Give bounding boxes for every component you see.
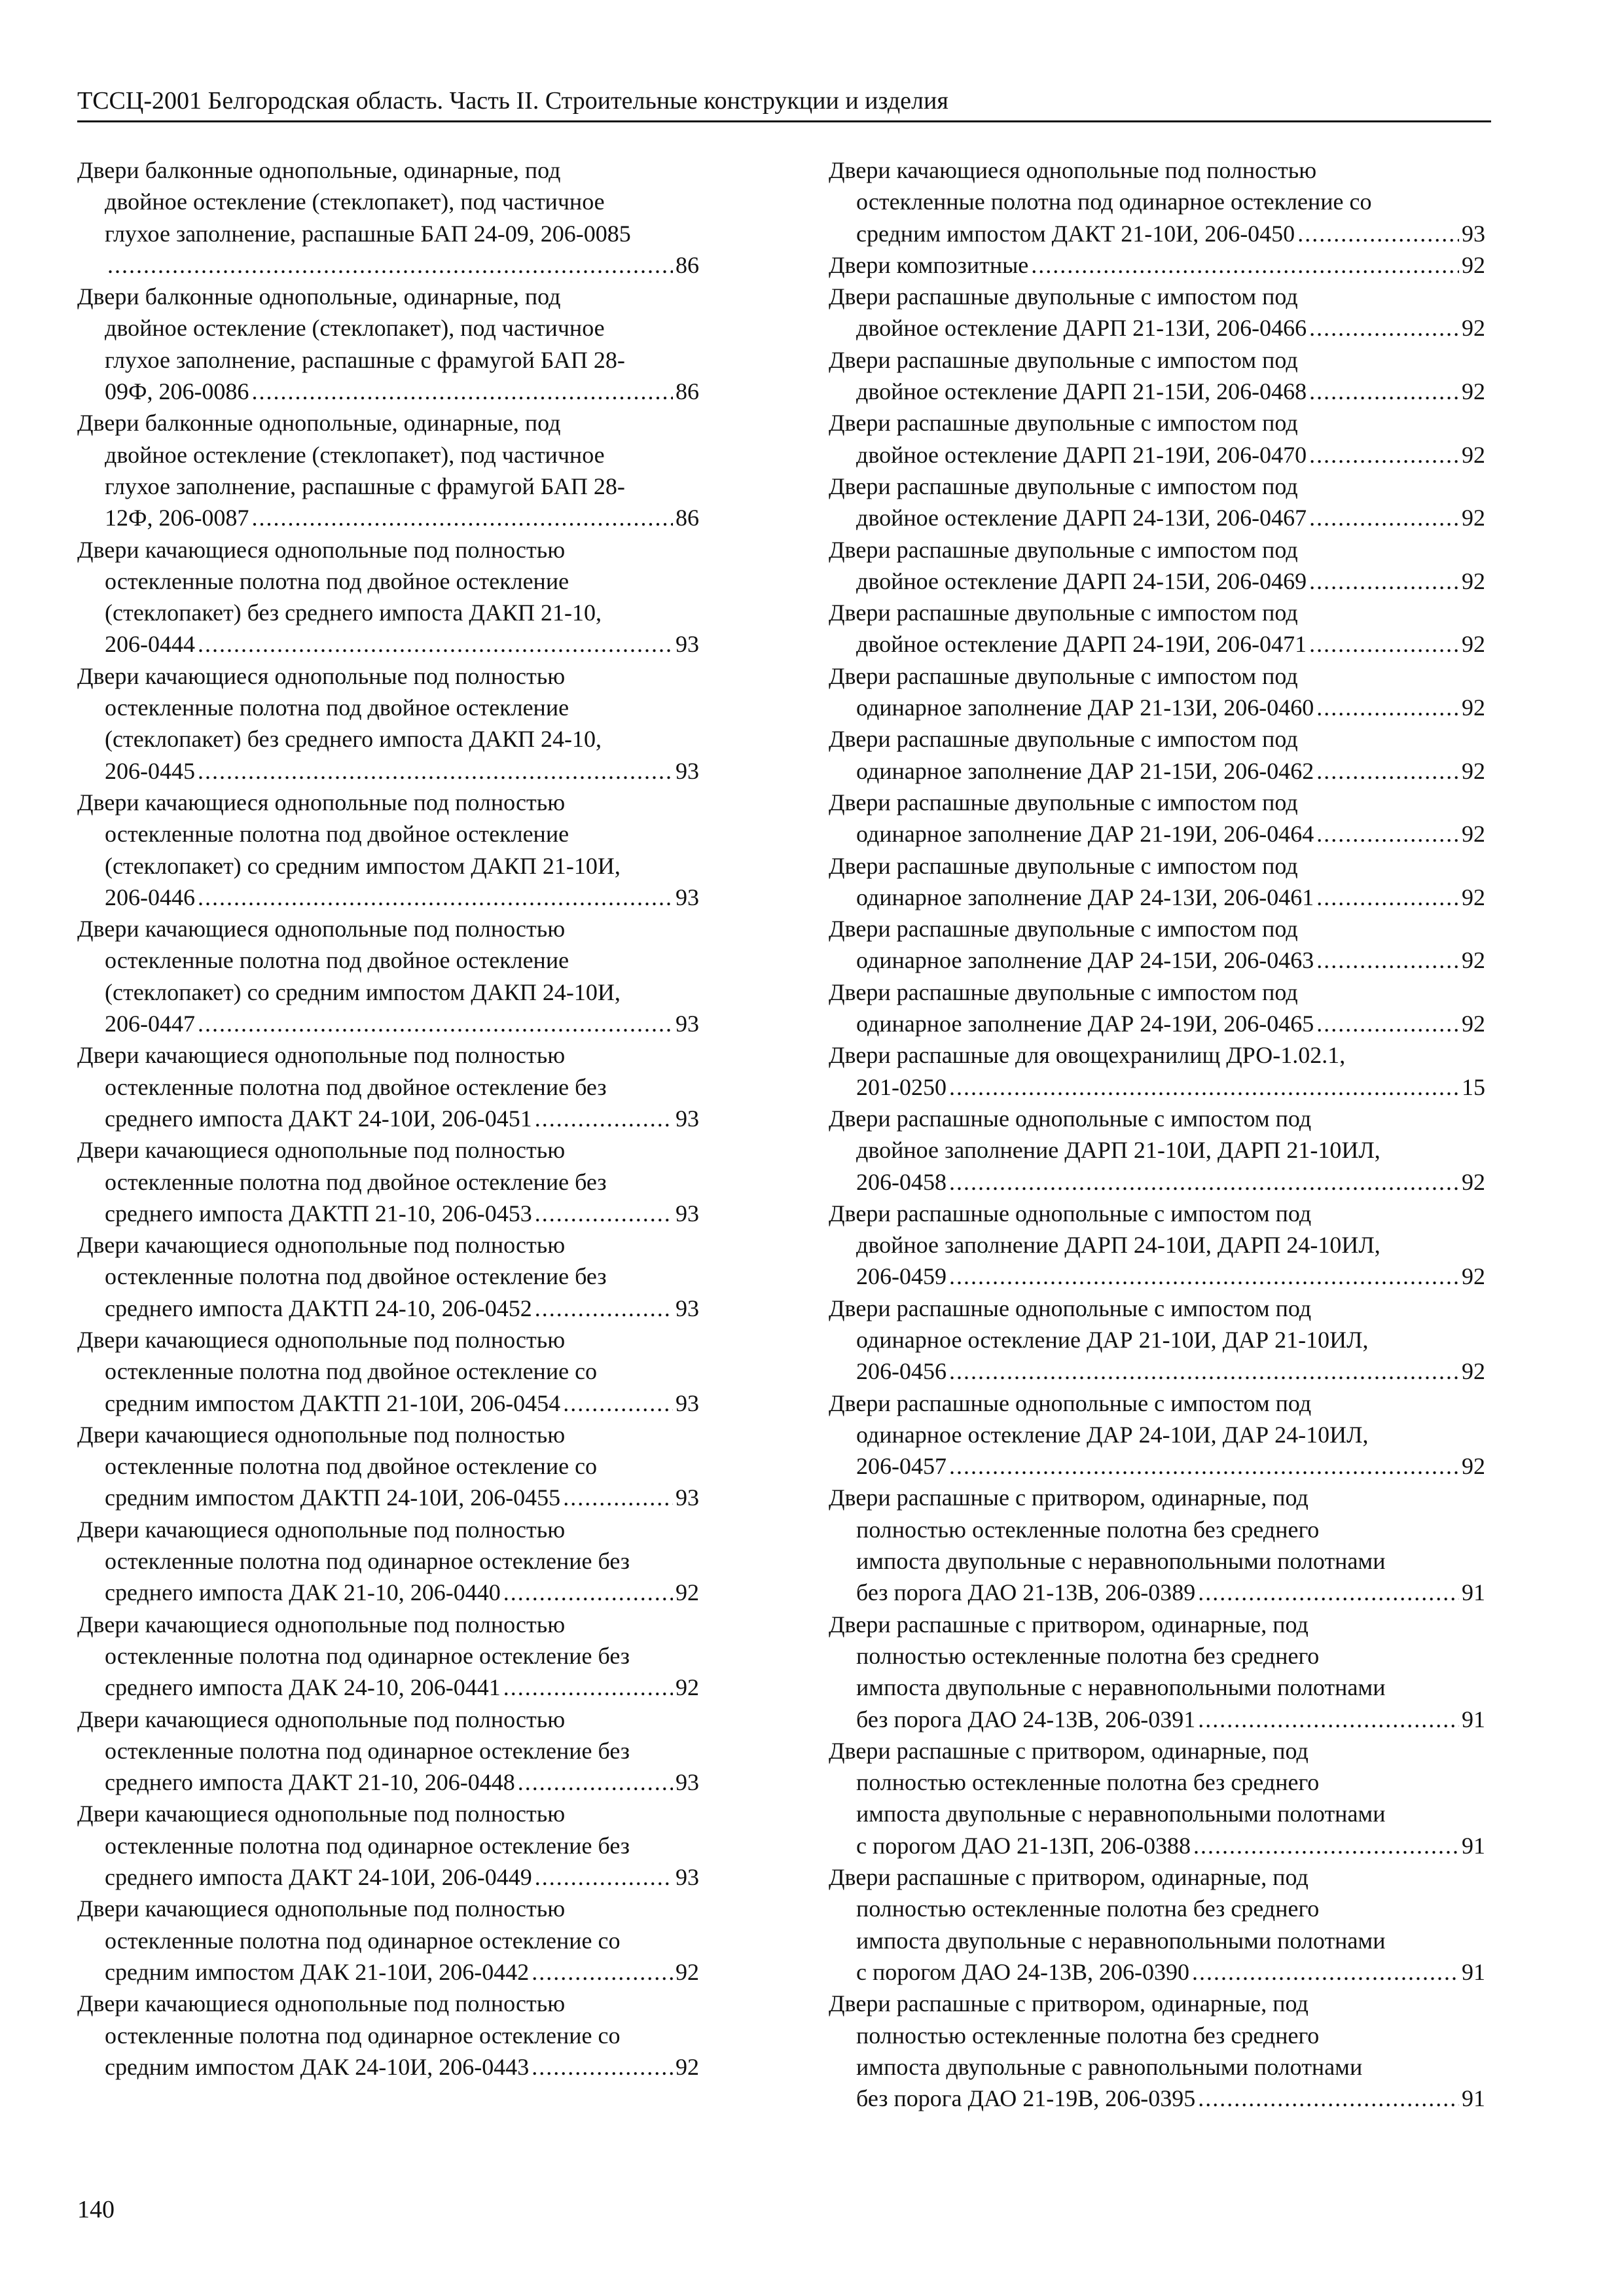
dot-leader (1309, 376, 1459, 407)
index-entry-last-line: без порога ДАО 21-19В, 206-0395 (856, 2085, 1196, 2112)
page-reference: 92 (1462, 631, 1485, 658)
dot-leader (532, 2051, 673, 2083)
index-entry-line: полностью остекленные полотна без среднего (856, 1642, 1320, 1669)
index-entry (77, 1134, 699, 1229)
index-entry-line: Двери распашные двупольные с импостом под (829, 600, 1298, 626)
index-entry-line: Двери распашные двупольные с импостом под (829, 662, 1298, 689)
dot-leader (1309, 502, 1459, 533)
index-entry-last-line: двойное остекление ДАРП 21-15И, 206-0468 (856, 378, 1307, 405)
index-entry (829, 407, 1485, 471)
dot-leader (1316, 944, 1459, 976)
index-entry-last-line: двойное остекление ДАРП 24-13И, 206-0467 (856, 505, 1307, 531)
index-entry-line: двойное остекление (стеклопакет), под частичное (105, 188, 605, 215)
index-entry-line: глухое заполнение, распашные с фрамугой БАП 28- (105, 346, 625, 373)
index-entry-line: Двери качающиеся однопольные под полностью (77, 1990, 566, 2017)
dot-leader (535, 1198, 673, 1229)
index-entry-last-line: двойное остекление ДАРП 21-19И, 206-0470 (856, 441, 1307, 468)
index-entry-line: (стеклопакет) без среднего импоста ДАКП 21-10, (105, 600, 602, 626)
index-entry-last-line: среднего импоста ДАКТ 24-10И, 206-0451 (105, 1105, 532, 1132)
index-entry-line: Двери распашные однопольные с импостом под (829, 1200, 1312, 1227)
index-entry-line: полностью остекленные полотна без среднего (856, 1769, 1320, 1796)
index-entry-line: Двери распашные с притвором, одинарные, под (829, 1484, 1308, 1511)
index-entry-line: (стеклопакет) со средним импостом ДАКП 21-10И, (105, 852, 621, 879)
index-entry-line: Двери качающиеся однопольные под полностью (77, 1137, 566, 1164)
index-entry-line: остекленные полотна под двойное остекление (105, 694, 569, 721)
index-entry-line: Двери распашные с притвором, одинарные, под (829, 1611, 1308, 1638)
index-entry (77, 1798, 699, 1893)
index-entry-last-line: 12Ф, 206-0087 (105, 505, 249, 531)
index-entry-line: Двери распашные двупольные с импостом под (829, 346, 1298, 373)
index-entry-line: остекленные полотна под одинарное остекление без (105, 1642, 630, 1669)
index-entry-last-line: среднего импоста ДАКТ 24-10И, 206-0449 (105, 1864, 532, 1891)
index-entry (77, 1419, 699, 1514)
page-reference: 92 (1462, 251, 1485, 278)
index-entry-last-line: двойное остекление ДАРП 24-15И, 206-0469 (856, 567, 1307, 594)
page-reference: 92 (676, 1958, 699, 1985)
index-entry-last-line: с порогом ДАО 21-13П, 206-0388 (856, 1832, 1191, 1859)
page-reference: 91 (1462, 1706, 1485, 1732)
page-reference: 91 (1462, 2085, 1485, 2112)
dot-leader (1309, 312, 1459, 344)
index-entry-line: одинарное остекление ДАР 21-10И, ДАР 21-10ИЛ, (856, 1326, 1369, 1353)
dot-leader (198, 755, 673, 787)
index-entry-line: остекленные полотна под двойное остекление без (105, 1073, 607, 1100)
index-entry-last-line: с порогом ДАО 24-13В, 206-0390 (856, 1958, 1189, 1985)
index-entry-last-line: одинарное заполнение ДАР 21-15И, 206-0462 (856, 757, 1314, 784)
index-entry-line: двойное остекление (стеклопакет), под частичное (105, 441, 605, 468)
index-entry (77, 407, 699, 533)
index-entry-line: Двери качающиеся однопольные под полностью (77, 1611, 566, 1638)
dot-leader (1316, 818, 1459, 850)
index-entry-last-line: 206-0446 (105, 884, 195, 910)
index-entry (77, 660, 699, 787)
index-entry-last-line: средним импостом ДАК 24-10И, 206-0443 (105, 2053, 530, 2080)
index-entry-line: Двери качающиеся однопольные под полностью (77, 1042, 566, 1069)
index-entry (829, 850, 1485, 914)
index-entry (829, 1388, 1485, 1482)
page-reference: 92 (676, 1674, 699, 1701)
index-entry-line: остекленные полотна под одинарное остекление без (105, 1737, 630, 1764)
index-column-left (77, 154, 699, 2083)
index-entry (829, 977, 1485, 1040)
index-entry-line: Двери распашные двупольные с импостом под (829, 789, 1298, 816)
index-entry-line: импоста двупольные с неравнопольными полотнами (856, 1674, 1386, 1701)
index-entry-line: Двери распашные двупольные с импостом под (829, 916, 1298, 942)
dot-leader (1198, 1704, 1459, 1735)
index-entry-line: Двери качающиеся однопольные под полностью (77, 1232, 566, 1259)
index-entry-line: Двери качающиеся однопольные под полностью (77, 1801, 566, 1827)
index-entry (829, 723, 1485, 787)
dot-leader (1198, 1577, 1459, 1608)
index-entry-line: Двери распашные двупольные с импостом под (829, 726, 1298, 753)
page-reference: 92 (1462, 1168, 1485, 1195)
dot-leader (949, 1166, 1459, 1198)
index-entry-last-line: 206-0445 (105, 757, 195, 784)
page-reference: 93 (676, 1105, 699, 1132)
index-entry-line: Двери распашные для овощехранилищ ДРО-1.02.1, (829, 1042, 1346, 1069)
dot-leader (949, 1450, 1459, 1482)
index-entry (77, 1988, 699, 2083)
index-entry (829, 1609, 1485, 1735)
index-entry-line: полностью остекленные полотна без среднего (856, 2022, 1320, 2049)
index-entry-line: Двери распашные двупольные с импостом под (829, 410, 1298, 437)
index-entry-last-line: одинарное заполнение ДАР 24-19И, 206-0465 (856, 1011, 1314, 1037)
index-entry-line: Двери распашные двупольные с импостом под (829, 283, 1298, 310)
dot-leader (532, 1956, 673, 1988)
index-entry-last-line: 201-0250 (856, 1073, 947, 1100)
page-reference: 92 (1462, 821, 1485, 848)
page-reference: 93 (676, 1200, 699, 1227)
index-entry-line: импоста двупольные с неравнопольными полотнами (856, 1548, 1386, 1575)
index-entry-line: остекленные полотна под двойное остекление со (105, 1453, 598, 1480)
dot-leader (1309, 565, 1459, 597)
dot-leader (949, 1071, 1459, 1103)
dot-leader (563, 1482, 673, 1513)
index-entry (77, 1893, 699, 1988)
index-entry-line: остекленные полотна под двойное остекление (105, 947, 569, 974)
dot-leader (1316, 755, 1459, 787)
index-entry (77, 913, 699, 1039)
index-entry-line: Двери качающиеся однопольные под полностью (77, 1516, 566, 1543)
dot-leader (1031, 249, 1459, 281)
index-entry-last-line: одинарное заполнение ДАР 24-13И, 206-0461 (856, 884, 1314, 910)
index-entry-line: (стеклопакет) со средним импостом ДАКП 24-10И, (105, 978, 621, 1005)
index-entry-last-line: одинарное заполнение ДАР 21-13И, 206-0460 (856, 694, 1314, 721)
index-entry-line: Двери распашные двупольные с импостом под (829, 536, 1298, 563)
dot-leader (251, 376, 673, 407)
page-reference: 91 (1462, 1579, 1485, 1606)
dot-leader (1198, 2083, 1459, 2114)
dot-leader (535, 1103, 673, 1134)
page-reference: 92 (1462, 378, 1485, 405)
index-entry (829, 1198, 1485, 1293)
dot-leader (251, 502, 673, 533)
index-entry-line: двойное остекление (стеклопакет), под частичное (105, 315, 605, 342)
page-reference: 91 (1462, 1832, 1485, 1859)
page-reference: 92 (1462, 757, 1485, 784)
index-entry-line: Двери качающиеся однопольные под полностью (77, 1326, 566, 1353)
index-entry-last-line: средним импостом ДАКТ 21-10И, 206-0450 (856, 220, 1295, 247)
index-entry-line: остекленные полотна под одинарное остекление без (105, 1548, 630, 1575)
index-entry (829, 1861, 1485, 1988)
dot-leader (1309, 628, 1459, 660)
page-reference: 92 (1462, 315, 1485, 342)
page-reference: 92 (1462, 567, 1485, 594)
page-reference: 93 (676, 1011, 699, 1037)
index-entry-line: Двери распашные двупольные с импостом под (829, 473, 1298, 499)
index-entry-last-line: средним импостом ДАКТП 24-10И, 206-0455 (105, 1484, 561, 1511)
index-entry-last-line: без порога ДАО 21-13В, 206-0389 (856, 1579, 1196, 1606)
index-entry-line: Двери распашные однопольные с импостом под (829, 1295, 1312, 1321)
index-entry (77, 1514, 699, 1609)
index-entry-line: Двери распашные двупольные с импостом под (829, 852, 1298, 879)
index-entry (829, 597, 1485, 660)
index-entry (829, 787, 1485, 850)
dot-leader (535, 1293, 673, 1324)
index-entry (829, 1988, 1485, 2114)
index-entry-line: Двери качающиеся однопольные под полностью (829, 157, 1317, 183)
dot-leader (1316, 1008, 1459, 1039)
index-entry (829, 281, 1485, 344)
index-entry-line: импоста двупольные с равнопольными полотнами (856, 2053, 1363, 2080)
index-entry-line: Двери балконные однопольные, одинарные, под (77, 157, 561, 183)
index-entry-line: Двери качающиеся однопольные под полностью (77, 789, 566, 816)
index-entry-line: остекленные полотна под двойное остекление (105, 821, 569, 848)
index-entry-last-line: двойное остекление ДАРП 24-19И, 206-0471 (856, 631, 1307, 658)
index-entry (829, 1293, 1485, 1388)
dot-leader (1193, 1830, 1459, 1861)
page-reference: 92 (676, 1579, 699, 1606)
index-entry-line: остекленные полотна под двойное остекление со (105, 1358, 598, 1385)
page-number: 140 (77, 2196, 115, 2223)
index-entry-last-line: 206-0444 (105, 631, 195, 658)
index-entry-line: остекленные полотна под одинарное остекление со (105, 2022, 621, 2049)
page-reference: 92 (1462, 505, 1485, 531)
index-entry-last-line: 206-0457 (856, 1453, 947, 1480)
index-entry-line: Двери распашные с притвором, одинарные, под (829, 1990, 1308, 2017)
page-reference: 93 (1462, 220, 1485, 247)
index-entry (829, 249, 1485, 281)
index-entry-line: двойное заполнение ДАРП 21-10И, ДАРП 21-10ИЛ, (856, 1137, 1380, 1164)
index-entry (77, 1039, 699, 1134)
index-entry-line: остекленные полотна под двойное остекление без (105, 1168, 607, 1195)
page-reference: 86 (676, 505, 699, 531)
index-entry-last-line: 09Ф, 206-0086 (105, 378, 249, 405)
index-entry (829, 1039, 1485, 1103)
index-entry-line: остекленные полотна под одинарное остекление со (105, 1927, 621, 1954)
index-entry (77, 1609, 699, 1704)
index-entry-line: полностью остекленные полотна без среднего (856, 1895, 1320, 1922)
index-entry-last-line: Двери композитные (829, 251, 1029, 278)
dot-leader (1309, 439, 1459, 471)
index-entry-last-line: 206-0459 (856, 1263, 947, 1290)
index-entry-last-line: 206-0447 (105, 1011, 195, 1037)
index-entry (829, 154, 1485, 249)
page-reference: 92 (1462, 1263, 1485, 1290)
page-reference: 92 (1462, 694, 1485, 721)
index-entry-last-line: 206-0456 (856, 1358, 947, 1385)
index-entry-last-line: одинарное заполнение ДАР 24-15И, 206-0463 (856, 947, 1314, 974)
index-entry-line: глухое заполнение, распашные БАП 24-09, 206-0085 (105, 220, 631, 247)
index-entry (77, 1229, 699, 1324)
index-entry (829, 913, 1485, 977)
dot-leader (518, 1767, 673, 1798)
index-entry-line: двойное заполнение ДАРП 24-10И, ДАРП 24-10ИЛ, (856, 1232, 1380, 1259)
index-entry (829, 1103, 1485, 1198)
index-entry-line: Двери распашные двупольные с импостом под (829, 978, 1298, 1005)
page-header: ТССЦ-2001 Белгородская область. Часть II. Строительные конструкции и изделия (77, 84, 1491, 122)
index-entry-last-line: без порога ДАО 24-13В, 206-0391 (856, 1706, 1196, 1732)
index-entry-line: Двери качающиеся однопольные под полностью (77, 1895, 566, 1922)
page-reference: 86 (676, 251, 699, 278)
index-entry-last-line: двойное остекление ДАРП 21-13И, 206-0466 (856, 315, 1307, 342)
index-entry-line: Двери распашные с притвором, одинарные, под (829, 1737, 1308, 1764)
page-reference: 92 (1462, 1011, 1485, 1037)
dot-leader (198, 1008, 673, 1039)
page-reference: 92 (1462, 884, 1485, 910)
index-entry (77, 1704, 699, 1799)
index-entry (77, 787, 699, 913)
index-entry-line: остекленные полотна под одинарное остекление со (856, 188, 1372, 215)
dot-leader (563, 1388, 673, 1419)
page-reference: 93 (676, 884, 699, 910)
dot-leader (198, 882, 673, 913)
index-entry-last-line: средним импостом ДАКТП 21-10И, 206-0454 (105, 1390, 561, 1416)
index-entry-line: Двери качающиеся однопольные под полностью (77, 916, 566, 942)
index-entry-line: одинарное остекление ДАР 24-10И, ДАР 24-10ИЛ, (856, 1421, 1369, 1448)
dot-leader (535, 1861, 673, 1893)
index-entry-line: Двери распашные с притвором, одинарные, под (829, 1864, 1308, 1891)
index-entry (829, 1735, 1485, 1861)
index-entry-line: импоста двупольные с неравнопольными полотнами (856, 1801, 1386, 1827)
dot-leader (107, 249, 673, 281)
page-reference: 15 (1462, 1073, 1485, 1100)
index-entry (77, 534, 699, 660)
index-entry-line: остекленные полотна под двойное остекление без (105, 1263, 607, 1290)
index-entry-last-line: среднего импоста ДАКТП 21-10, 206-0453 (105, 1200, 532, 1227)
index-entry (77, 1324, 699, 1419)
dot-leader (503, 1672, 673, 1703)
index-entry (829, 471, 1485, 534)
index-entry-line: остекленные полотна под двойное остекление (105, 567, 569, 594)
page-reference: 93 (676, 1295, 699, 1321)
index-entry (829, 660, 1485, 724)
index-entry-line: Двери качающиеся однопольные под полностью (77, 1706, 566, 1732)
index-entry-last-line: среднего импоста ДАК 21-10, 206-0440 (105, 1579, 501, 1606)
page-reference: 92 (1462, 947, 1485, 974)
page-reference: 93 (676, 1864, 699, 1891)
page-reference: 92 (1462, 1453, 1485, 1480)
dot-leader (1316, 882, 1459, 913)
page-reference: 93 (676, 1769, 699, 1796)
page-reference: 93 (676, 1390, 699, 1416)
index-entry-line: Двери балконные однопольные, одинарные, под (77, 283, 561, 310)
index-entry-line: Двери качающиеся однопольные под полностью (77, 536, 566, 563)
dot-leader (949, 1261, 1459, 1292)
dot-leader (503, 1577, 673, 1608)
index-entry-line: Двери качающиеся однопольные под полностью (77, 1421, 566, 1448)
index-entry-line: Двери качающиеся однопольные под полностью (77, 662, 566, 689)
dot-leader (1316, 692, 1459, 723)
index-entry-last-line: 206-0458 (856, 1168, 947, 1195)
index-entry-last-line: среднего импоста ДАК 24-10, 206-0441 (105, 1674, 501, 1701)
index-entry-last-line: средним импостом ДАК 21-10И, 206-0442 (105, 1958, 530, 1985)
dot-leader (1297, 218, 1459, 249)
index-entry-line: глухое заполнение, распашные с фрамугой БАП 28- (105, 473, 625, 499)
index-entry-line: Двери распашные однопольные с импостом под (829, 1390, 1312, 1416)
page-reference: 93 (676, 757, 699, 784)
index-entry-line: Двери распашные однопольные с импостом под (829, 1105, 1312, 1132)
index-entry (77, 154, 699, 281)
index-entry-last-line: среднего импоста ДАКТП 24-10, 206-0452 (105, 1295, 532, 1321)
dot-leader (949, 1355, 1459, 1387)
index-entry-line: полностью остекленные полотна без среднего (856, 1516, 1320, 1543)
index-entry (77, 281, 699, 407)
index-entry (829, 344, 1485, 408)
index-entry-last-line: одинарное заполнение ДАР 21-19И, 206-0464 (856, 821, 1314, 848)
index-entry (829, 534, 1485, 598)
index-entry (829, 1482, 1485, 1608)
index-entry-line: (стеклопакет) без среднего импоста ДАКП 24-10, (105, 726, 602, 753)
index-entry-last-line: среднего импоста ДАКТ 21-10, 206-0448 (105, 1769, 515, 1796)
page-reference: 92 (1462, 441, 1485, 468)
dot-leader (1192, 1956, 1459, 1988)
page-reference: 93 (676, 1484, 699, 1511)
page-reference: 91 (1462, 1958, 1485, 1985)
index-entry-line: остекленные полотна под одинарное остекление без (105, 1832, 630, 1859)
page-reference: 86 (676, 378, 699, 405)
index-column-right (829, 154, 1485, 2114)
index-entry-line: импоста двупольные с неравнопольными полотнами (856, 1927, 1386, 1954)
page-reference: 92 (676, 2053, 699, 2080)
page-reference: 92 (1462, 1358, 1485, 1385)
dot-leader (198, 628, 673, 660)
page-reference: 93 (676, 631, 699, 658)
index-entry-line: Двери балконные однопольные, одинарные, под (77, 410, 561, 437)
